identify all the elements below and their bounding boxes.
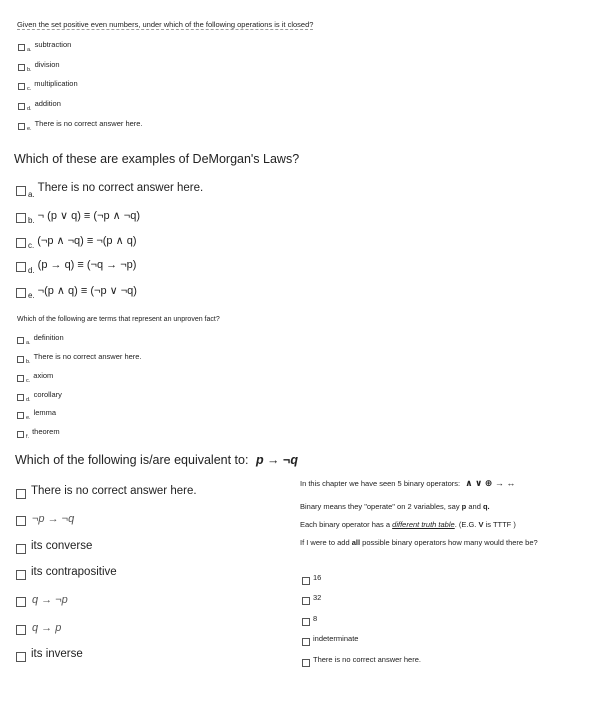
checkbox[interactable] bbox=[302, 638, 310, 646]
q5-operators: ∧ ∨ ⊕ → ↔ bbox=[465, 478, 516, 488]
checkbox[interactable] bbox=[17, 375, 24, 382]
q4-option-2[interactable]: ¬p → ¬q bbox=[16, 515, 74, 527]
checkbox[interactable] bbox=[17, 412, 24, 419]
checkbox[interactable] bbox=[302, 597, 310, 605]
checkbox[interactable] bbox=[16, 652, 26, 662]
checkbox[interactable] bbox=[18, 83, 25, 90]
checkbox[interactable] bbox=[16, 213, 26, 223]
q4-formula: p → ¬q bbox=[255, 453, 298, 467]
checkbox[interactable] bbox=[16, 597, 26, 607]
q3-question: Which of the following are terms that represent an unproven fact? bbox=[17, 316, 220, 323]
checkbox[interactable] bbox=[16, 262, 26, 272]
q5-option-4[interactable]: indeterminate bbox=[302, 637, 358, 646]
q5-line3: Each binary operator has a different truth table. (E.G. V is TTTF ) bbox=[300, 520, 516, 529]
q5-line4: If I were to add all possible binary operators how many would there be? bbox=[300, 538, 538, 547]
q1-option-a[interactable]: a. subtraction bbox=[18, 43, 71, 52]
checkbox[interactable] bbox=[302, 659, 310, 667]
checkbox[interactable] bbox=[18, 123, 25, 130]
q5-line2: Binary means they "operate" on 2 variables, say p and q. bbox=[300, 502, 490, 511]
checkbox[interactable] bbox=[16, 516, 26, 526]
checkbox[interactable] bbox=[16, 489, 26, 499]
q4-option-6[interactable]: q → p bbox=[16, 624, 61, 636]
q2-option-c[interactable]: c. (¬p ∧ ¬q) ≡ ¬(p ∧ q) bbox=[16, 236, 137, 249]
checkbox[interactable] bbox=[16, 625, 26, 635]
q2-option-a[interactable]: a. There is no correct answer here. bbox=[16, 185, 203, 197]
q1-option-c[interactable]: c. multiplication bbox=[18, 82, 78, 91]
checkbox[interactable] bbox=[17, 356, 24, 363]
q1-option-e[interactable]: e. There is no correct answer here. bbox=[18, 122, 143, 131]
q4-option-4[interactable]: its contrapositive bbox=[16, 569, 117, 581]
checkbox[interactable] bbox=[16, 238, 26, 248]
checkbox[interactable] bbox=[16, 544, 26, 554]
q5-option-2[interactable]: 32 bbox=[302, 596, 321, 605]
q1-option-b[interactable]: b. division bbox=[18, 63, 60, 72]
q4-question: Which of the following is/are equivalent to: p → ¬q bbox=[15, 453, 298, 467]
q5-intro: In this chapter we have seen 5 binary operators: ∧ ∨ ⊕ → ↔ bbox=[300, 478, 516, 488]
checkbox[interactable] bbox=[17, 431, 24, 438]
q3-option-b[interactable]: b. There is no correct answer here. bbox=[17, 355, 142, 364]
checkbox[interactable] bbox=[18, 64, 25, 71]
q3-option-a[interactable]: a. definition bbox=[17, 336, 64, 345]
checkbox[interactable] bbox=[302, 618, 310, 626]
q3-option-c[interactable]: c. axiom bbox=[17, 374, 53, 383]
checkbox[interactable] bbox=[16, 288, 26, 298]
checkbox[interactable] bbox=[17, 337, 24, 344]
q5-option-1[interactable]: 16 bbox=[302, 576, 321, 585]
q2-option-e[interactable]: e. ¬(p ∧ q) ≡ (¬p ∨ ¬q) bbox=[16, 286, 137, 299]
truth-table-link[interactable]: different truth table bbox=[392, 520, 455, 529]
q5-option-3[interactable]: 8 bbox=[302, 617, 317, 626]
q4-option-7[interactable]: its inverse bbox=[16, 651, 83, 663]
q2-option-b[interactable]: b. ¬ (p ∨ q) ≡ (¬p ∧ ¬q) bbox=[16, 211, 140, 224]
q1-option-d[interactable]: d. addition bbox=[18, 102, 61, 111]
q2-question: Which of these are examples of DeMorgan's Laws? bbox=[14, 152, 300, 166]
checkbox[interactable] bbox=[17, 394, 24, 401]
q3-option-e[interactable]: e. lemma bbox=[17, 411, 56, 420]
q3-option-d[interactable]: d. corollary bbox=[17, 393, 62, 402]
q2-option-d[interactable]: d. (p → q) ≡ (¬q → ¬p) bbox=[16, 261, 136, 273]
checkbox[interactable] bbox=[18, 44, 25, 51]
checkbox[interactable] bbox=[16, 570, 26, 580]
q4-option-3[interactable]: its converse bbox=[16, 543, 92, 555]
checkbox[interactable] bbox=[16, 186, 26, 196]
q4-option-1[interactable]: There is no correct answer here. bbox=[16, 488, 197, 500]
q3-option-f[interactable]: f. theorem bbox=[17, 430, 60, 439]
q1-question: Given the set positive even numbers, under which of the following operations is it closed? bbox=[17, 20, 314, 29]
q4-option-5[interactable]: q → ¬p bbox=[16, 596, 68, 608]
checkbox[interactable] bbox=[302, 577, 310, 585]
q5-option-5[interactable]: There is no correct answer here. bbox=[302, 658, 421, 667]
checkbox[interactable] bbox=[18, 103, 25, 110]
